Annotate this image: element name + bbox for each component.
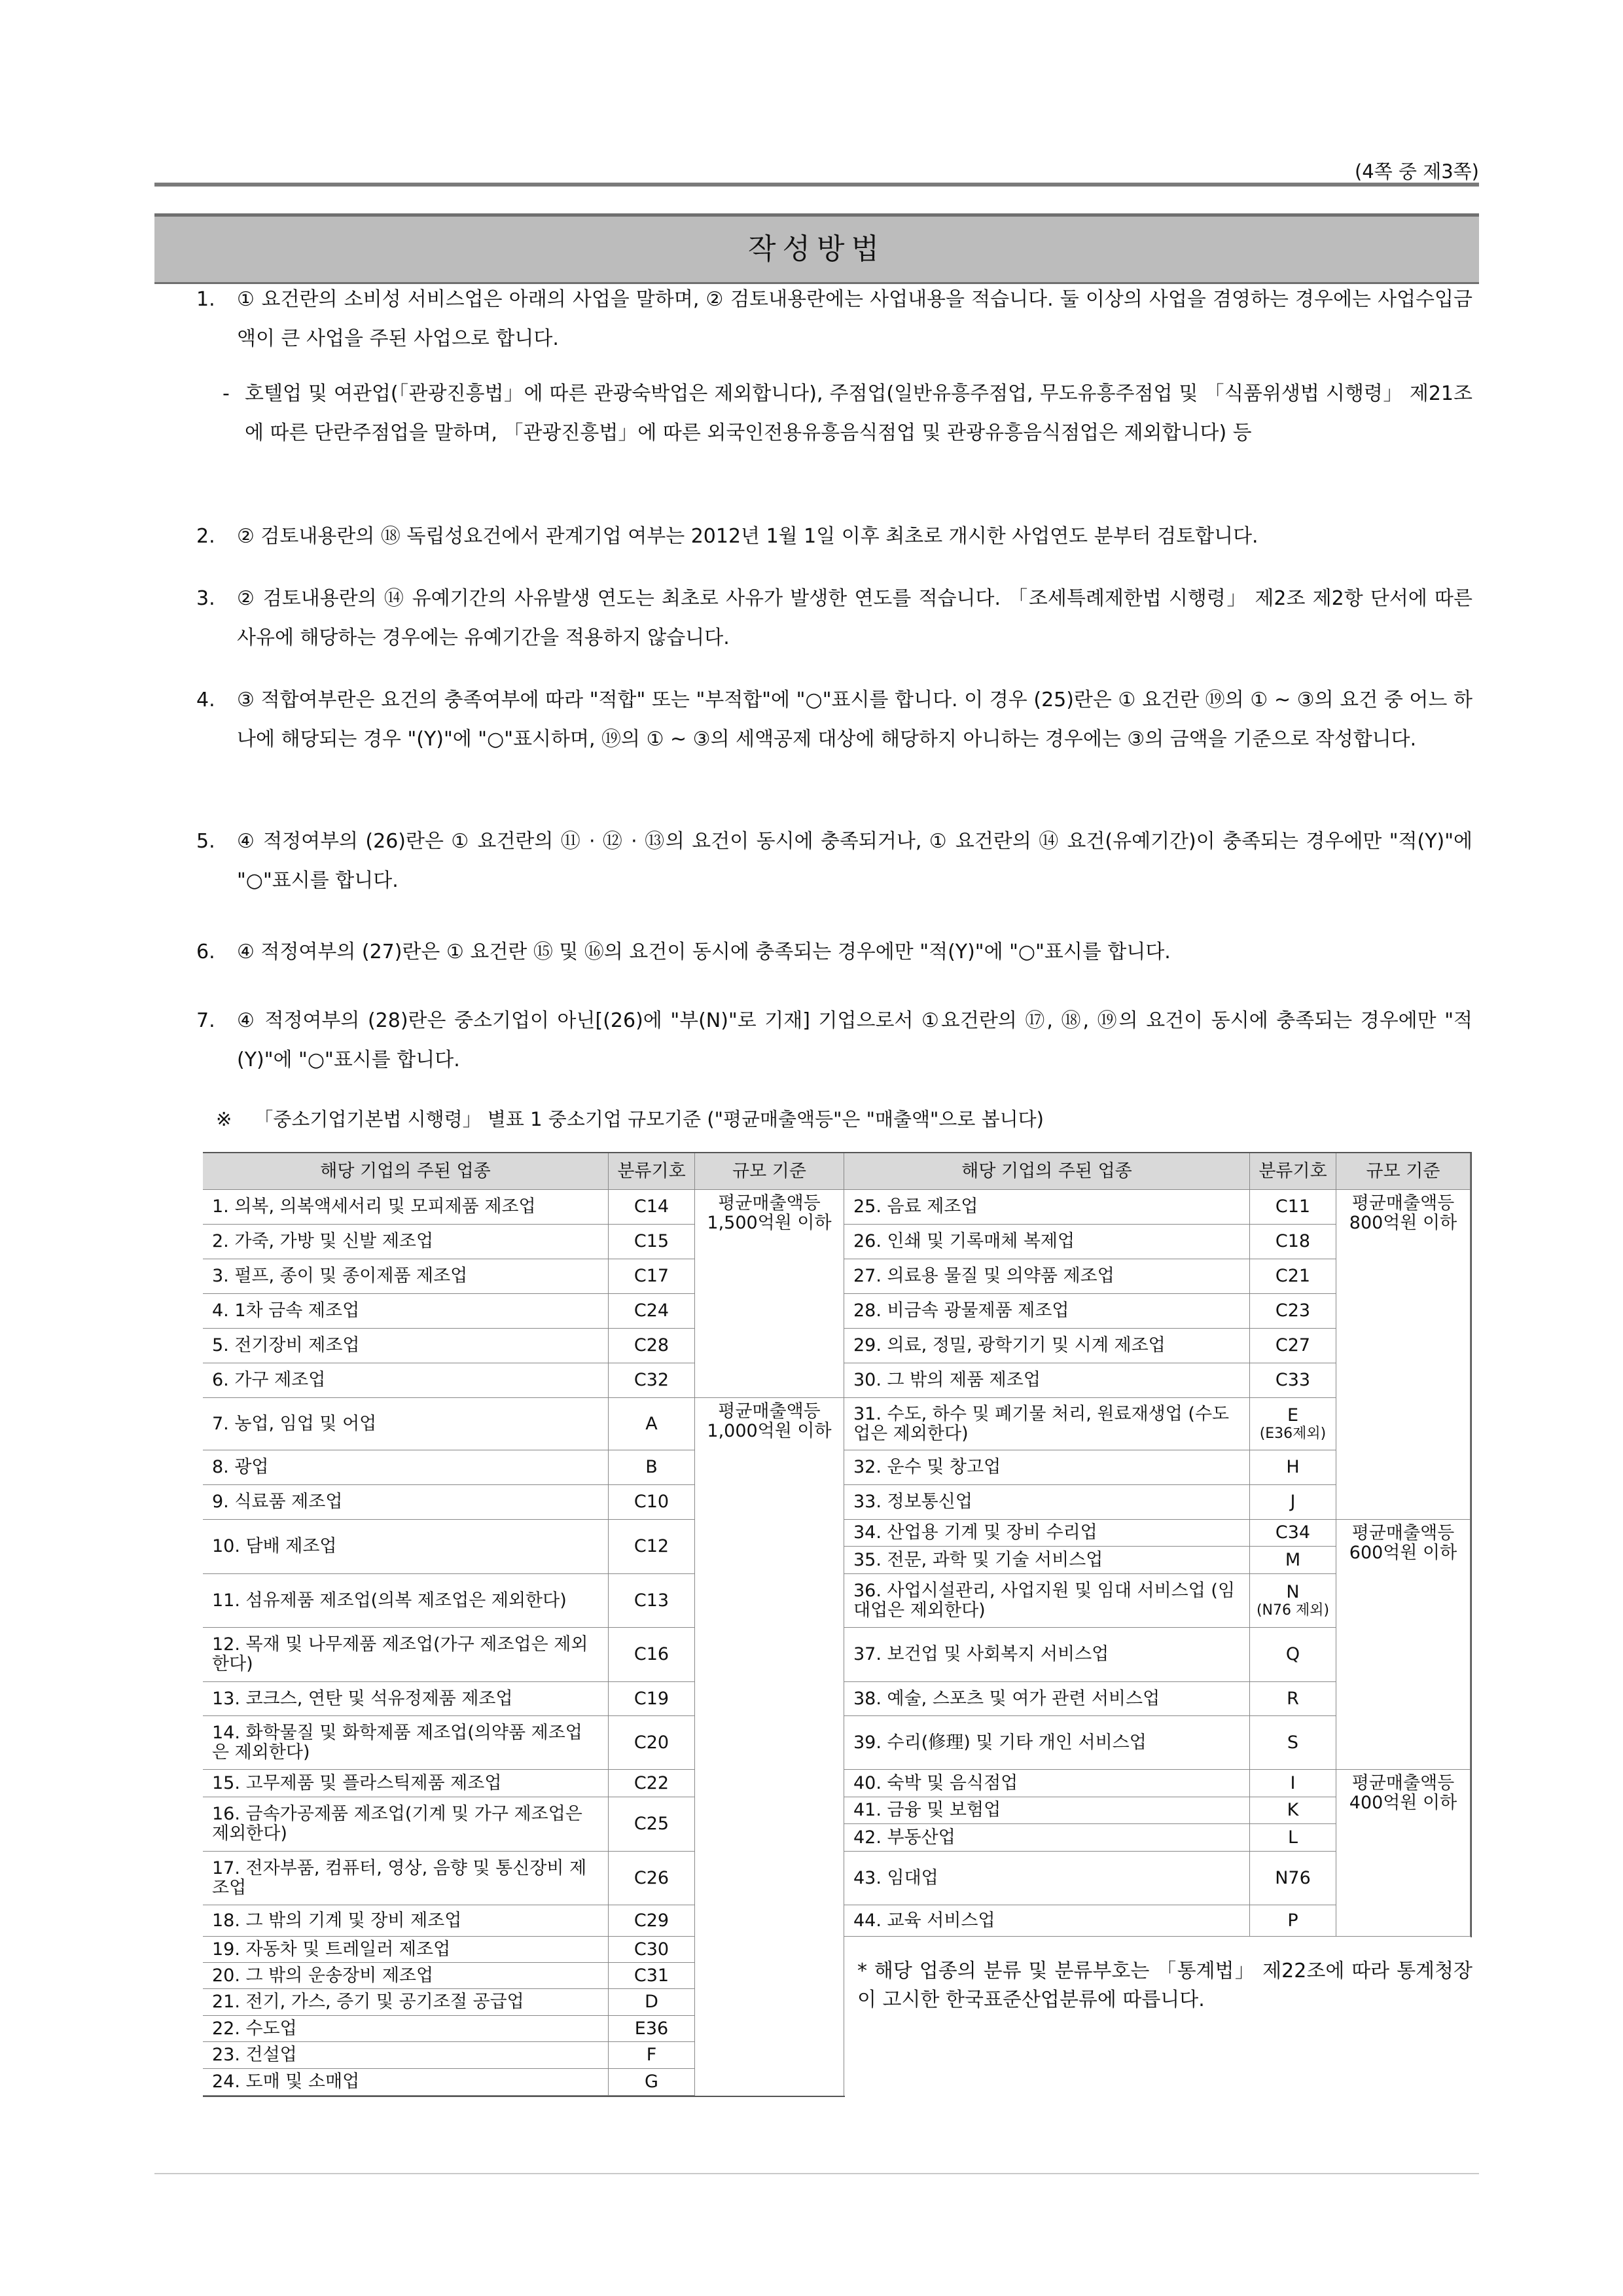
note-text: 「중소기업기본법 시행령」 별표 1 중소기업 규모기준 ("평균매출액등"은 "매출액"으로 봅니다) bbox=[254, 1108, 1044, 1130]
code-note: (N76 제외) bbox=[1256, 1602, 1330, 1619]
item-text: ② 검토내용란의 ⑭ 유예기간의 사유발생 연도는 최초로 사유가 발생한 연도를 적습니다. 「조세특례제한법 시행령」 제2조 제2항 단서에 따른 사유에 해당하는 경우에는 유예기간을 적용하지 않습니다. bbox=[237, 587, 1472, 649]
table-row-code: C33 bbox=[1250, 1363, 1336, 1398]
instruction-item-1 bbox=[196, 280, 1472, 359]
table-footnote: * 해당 업종의 분류 및 분류부호는 「통계법」 제22조에 따라 통계청장이 고시한 한국표준산업분류에 따릅니다. bbox=[857, 1960, 1472, 2011]
table-row-name: 26. 인쇄 및 기록매체 복제업 bbox=[844, 1225, 1250, 1259]
table-row-name: 40. 숙박 및 음식점업 bbox=[844, 1770, 1250, 1797]
header-size-left: 규모 기준 bbox=[695, 1153, 844, 1190]
table-row-code: C21 bbox=[1250, 1259, 1336, 1294]
header-code-left: 분류기호 bbox=[609, 1153, 695, 1190]
size-group-600: 평균매출액등 600억원 이하 bbox=[1336, 1520, 1471, 1770]
table-row-code: C24 bbox=[609, 1294, 695, 1329]
table-row-code: C10 bbox=[609, 1485, 695, 1520]
table-row-code: B bbox=[609, 1450, 695, 1485]
header-code-right: 분류기호 bbox=[1250, 1153, 1336, 1190]
table-row-code: C13 bbox=[609, 1574, 695, 1628]
bottom-rule bbox=[154, 2173, 1479, 2174]
table-row-name: 23. 건설업 bbox=[203, 2042, 609, 2069]
table-row-name: 32. 운수 및 창고업 bbox=[844, 1450, 1250, 1485]
table-row-code: C23 bbox=[1250, 1294, 1336, 1329]
table-row-code: J bbox=[1250, 1485, 1336, 1520]
table-row-code: S bbox=[1250, 1716, 1336, 1770]
table-row-code: E36 bbox=[609, 2016, 695, 2042]
instruction-item-3 bbox=[196, 579, 1472, 658]
table-row-name: 33. 정보통신업 bbox=[844, 1485, 1250, 1520]
top-rule bbox=[154, 183, 1479, 187]
table-row-name: 36. 사업시설관리, 사업지원 및 임대 서비스업 (임대업은 제외한다) bbox=[844, 1574, 1250, 1628]
note-symbol: ※ bbox=[216, 1108, 232, 1130]
table-row-code: C27 bbox=[1250, 1329, 1336, 1363]
table-row-code: C29 bbox=[609, 1905, 695, 1937]
table-row-name: 14. 화학물질 및 화학제품 제조업(의약품 제조업은 제외한다) bbox=[203, 1716, 609, 1770]
item-text: ① 요건란의 소비성 서비스업은 아래의 사업을 말하며, ② 검토내용란에는 사업내용을 적습니다. 둘 이상의 사업을 겸영하는 경우에는 사업수입금액이 큰 사업을 주된 사업으로 합니다. bbox=[237, 288, 1472, 350]
table-row-name: 1. 의복, 의복액세서리 및 모피제품 제조업 bbox=[203, 1190, 609, 1225]
sme-size-table bbox=[203, 1152, 1472, 2097]
table-row-code: I bbox=[1250, 1770, 1336, 1797]
size-group-1000: 평균매출액등 1,000억원 이하 bbox=[695, 1398, 844, 2096]
table-row-name: 20. 그 밖의 운송장비 제조업 bbox=[203, 1963, 609, 1989]
table-row-name: 10. 담배 제조업 bbox=[203, 1520, 609, 1574]
title-bar bbox=[154, 213, 1479, 284]
table-row-code: C16 bbox=[609, 1628, 695, 1682]
item-number: 5. bbox=[196, 830, 215, 853]
table-row-name: 3. 펄프, 종이 및 종이제품 제조업 bbox=[203, 1259, 609, 1294]
code-note: (E36제외) bbox=[1259, 1425, 1327, 1442]
table-row-name: 22. 수도업 bbox=[203, 2016, 609, 2042]
instruction-subitem bbox=[223, 374, 1472, 453]
table-row-name: 11. 섬유제품 제조업(의복 제조업은 제외한다) bbox=[203, 1574, 609, 1628]
table-row-name: 12. 목재 및 나무제품 제조업(가구 제조업은 제외한다) bbox=[203, 1628, 609, 1682]
table-row-code: C30 bbox=[609, 1937, 695, 1963]
table-row-code: C26 bbox=[609, 1852, 695, 1905]
item-text: 호텔업 및 여관업(「관광진흥법」에 따른 관광숙박업은 제외합니다), 주점업(일반유흥주점업, 무도유흥주점업 및 「식품위생법 시행령」 제21조에 따른 단란주점업을 말하며, 「관광진흥법」에 따른 외국인전용유흥음식점업 및 관광유흥음식점업은 제외합니다) 등 bbox=[245, 382, 1472, 444]
table-row-name: 5. 전기장비 제조업 bbox=[203, 1329, 609, 1363]
table-row-name: 35. 전문, 과학 및 기술 서비스업 bbox=[844, 1547, 1250, 1574]
table-row-name: 30. 그 밖의 제품 제조업 bbox=[844, 1363, 1250, 1398]
table-row-code: C12 bbox=[609, 1520, 695, 1574]
table-row-code: C19 bbox=[609, 1682, 695, 1716]
item-text: ② 검토내용란의 ⑱ 독립성요건에서 관계기업 여부는 2012년 1월 1일 이후 최초로 개시한 사업연도 분부터 검토합니다. bbox=[237, 525, 1258, 548]
table-row-code: C14 bbox=[609, 1190, 695, 1225]
table-row-name: 19. 자동차 및 트레일러 제조업 bbox=[203, 1937, 609, 1963]
table-row-name: 8. 광업 bbox=[203, 1450, 609, 1485]
table-row-code: C31 bbox=[609, 1963, 695, 1989]
header-industry-right: 해당 기업의 주된 업종 bbox=[844, 1153, 1250, 1190]
table-row-code: C34 bbox=[1250, 1520, 1336, 1547]
table-row-code: C18 bbox=[1250, 1225, 1336, 1259]
table-row-code: P bbox=[1250, 1905, 1336, 1937]
table-row-code: C32 bbox=[609, 1363, 695, 1398]
item-bullet: - bbox=[223, 382, 230, 405]
size-group-400: 평균매출액등 400억원 이하 bbox=[1336, 1770, 1471, 1937]
item-text: ④ 적정여부의 (28)란은 중소기업이 아닌[(26)에 "부(N)"로 기재] 기업으로서 ①요건란의 ⑰, ⑱, ⑲의 요건이 동시에 충족되는 경우에만 "적(Y)"에 "○"표시를 합니다. bbox=[237, 1009, 1472, 1071]
table-row-code: C15 bbox=[609, 1225, 695, 1259]
table-row-code: Q bbox=[1250, 1628, 1336, 1682]
table-row-name: 15. 고무제품 및 플라스틱제품 제조업 bbox=[203, 1770, 609, 1797]
table-row-name: 41. 금융 및 보험업 bbox=[844, 1797, 1250, 1824]
item-number: 7. bbox=[196, 1009, 215, 1032]
table-row-name: 34. 산업용 기계 및 장비 수리업 bbox=[844, 1520, 1250, 1547]
table-row-name: 31. 수도, 하수 및 폐기물 처리, 원료재생업 (수도업은 제외한다) bbox=[844, 1398, 1250, 1450]
table-row-code: N76 bbox=[1250, 1852, 1336, 1905]
table-row-name: 43. 임대업 bbox=[844, 1852, 1250, 1905]
size-group-1500: 평균매출액등 1,500억원 이하 bbox=[695, 1190, 844, 1398]
table-row-code: C28 bbox=[609, 1329, 695, 1363]
table-row-code bbox=[1250, 1398, 1336, 1450]
table-row-name: 6. 가구 제조업 bbox=[203, 1363, 609, 1398]
table-row-name: 39. 수리(修理) 및 기타 개인 서비스업 bbox=[844, 1716, 1250, 1770]
table-row-name: 29. 의료, 정밀, 광학기기 및 시계 제조업 bbox=[844, 1329, 1250, 1363]
table-row-code: C17 bbox=[609, 1259, 695, 1294]
code-value: E bbox=[1287, 1405, 1299, 1426]
instruction-item-6 bbox=[196, 933, 1472, 972]
table-row-name: 21. 전기, 가스, 증기 및 공기조절 공급업 bbox=[203, 1989, 609, 2016]
table-row-code: D bbox=[609, 1989, 695, 2016]
item-number: 3. bbox=[196, 587, 215, 610]
table-row-name: 7. 농업, 임업 및 어업 bbox=[203, 1398, 609, 1450]
table-row-name: 2. 가죽, 가방 및 신발 제조업 bbox=[203, 1225, 609, 1259]
table-row-name: 38. 예술, 스포츠 및 여가 관련 서비스업 bbox=[844, 1682, 1250, 1716]
table-row-name: 9. 식료품 제조업 bbox=[203, 1485, 609, 1520]
table-row-code: K bbox=[1250, 1797, 1336, 1824]
item-text: ④ 적정여부의 (27)란은 ① 요건란 ⑮ 및 ⑯의 요건이 동시에 충족되는 경우에만 "적(Y)"에 "○"표시를 합니다. bbox=[237, 941, 1171, 963]
table-note bbox=[216, 1106, 1044, 1132]
table-row-name: 16. 금속가공제품 제조업(기계 및 가구 제조업은 제외한다) bbox=[203, 1797, 609, 1852]
instruction-item-4 bbox=[196, 681, 1472, 759]
table-row-code: C11 bbox=[1250, 1190, 1336, 1225]
table-row-name: 18. 그 밖의 기계 및 장비 제조업 bbox=[203, 1905, 609, 1937]
table-row-code: H bbox=[1250, 1450, 1336, 1485]
item-text: ③ 적합여부란은 요건의 충족여부에 따라 "적합" 또는 "부적합"에 "○"표시를 합니다. 이 경우 (25)란은 ① 요건란 ⑲의 ① ~ ③의 요건 중 어느 하나에 해당되는 경우 "(Y)"에 "○"표시하며, ⑲의 ① ~ ③의 세액공제 대상에 해당하지 아니하는 경우에는 ③의 금액을 기준으로 작성합니다. bbox=[237, 689, 1472, 751]
table-row-code: G bbox=[609, 2069, 695, 2096]
table-row-code: M bbox=[1250, 1547, 1336, 1574]
instruction-item-5 bbox=[196, 822, 1472, 901]
table-row-name: 42. 부동산업 bbox=[844, 1824, 1250, 1852]
table-row-name: 44. 교육 서비스업 bbox=[844, 1905, 1250, 1937]
item-text: ④ 적정여부의 (26)란은 ① 요건란의 ⑪ · ⑫ · ⑬의 요건이 동시에 충족되거나, ① 요건란의 ⑭ 요건(유예기간)이 충족되는 경우에만 "적(Y)"에 "○"표시를 합니다. bbox=[237, 830, 1472, 892]
item-number: 4. bbox=[196, 689, 215, 711]
page-number: (4쪽 중 제3쪽) bbox=[1354, 160, 1479, 183]
table-row-code: A bbox=[609, 1398, 695, 1450]
header-size-right: 규모 기준 bbox=[1336, 1153, 1471, 1190]
instruction-item-7 bbox=[196, 1001, 1472, 1080]
table-row-code: F bbox=[609, 2042, 695, 2069]
table-row-code: C22 bbox=[609, 1770, 695, 1797]
table-row-name: 24. 도매 및 소매업 bbox=[203, 2069, 609, 2096]
instruction-item-2 bbox=[196, 517, 1472, 556]
table-row-name: 25. 음료 제조업 bbox=[844, 1190, 1250, 1225]
table-row-code bbox=[1250, 1574, 1336, 1628]
item-number: 2. bbox=[196, 525, 215, 548]
table-row-name: 4. 1차 금속 제조업 bbox=[203, 1294, 609, 1329]
table-row-name: 13. 코크스, 연탄 및 석유정제품 제조업 bbox=[203, 1682, 609, 1716]
table-row-name: 28. 비금속 광물제품 제조업 bbox=[844, 1294, 1250, 1329]
table-row-code: R bbox=[1250, 1682, 1336, 1716]
code-value: N bbox=[1286, 1581, 1300, 1602]
table-row-code: C20 bbox=[609, 1716, 695, 1770]
table-row-name: 17. 전자부품, 컴퓨터, 영상, 음향 및 통신장비 제조업 bbox=[203, 1852, 609, 1905]
table-row-code: C25 bbox=[609, 1797, 695, 1852]
header-industry-left: 해당 기업의 주된 업종 bbox=[203, 1153, 609, 1190]
page-title: 작성방법 bbox=[747, 232, 885, 266]
item-number: 1. bbox=[196, 288, 215, 311]
table-row-name: 37. 보건업 및 사회복지 서비스업 bbox=[844, 1628, 1250, 1682]
table-row-name: 27. 의료용 물질 및 의약품 제조업 bbox=[844, 1259, 1250, 1294]
table-row-code: L bbox=[1250, 1824, 1336, 1852]
item-number: 6. bbox=[196, 941, 215, 963]
size-group-800: 평균매출액등 800억원 이하 bbox=[1336, 1190, 1471, 1520]
